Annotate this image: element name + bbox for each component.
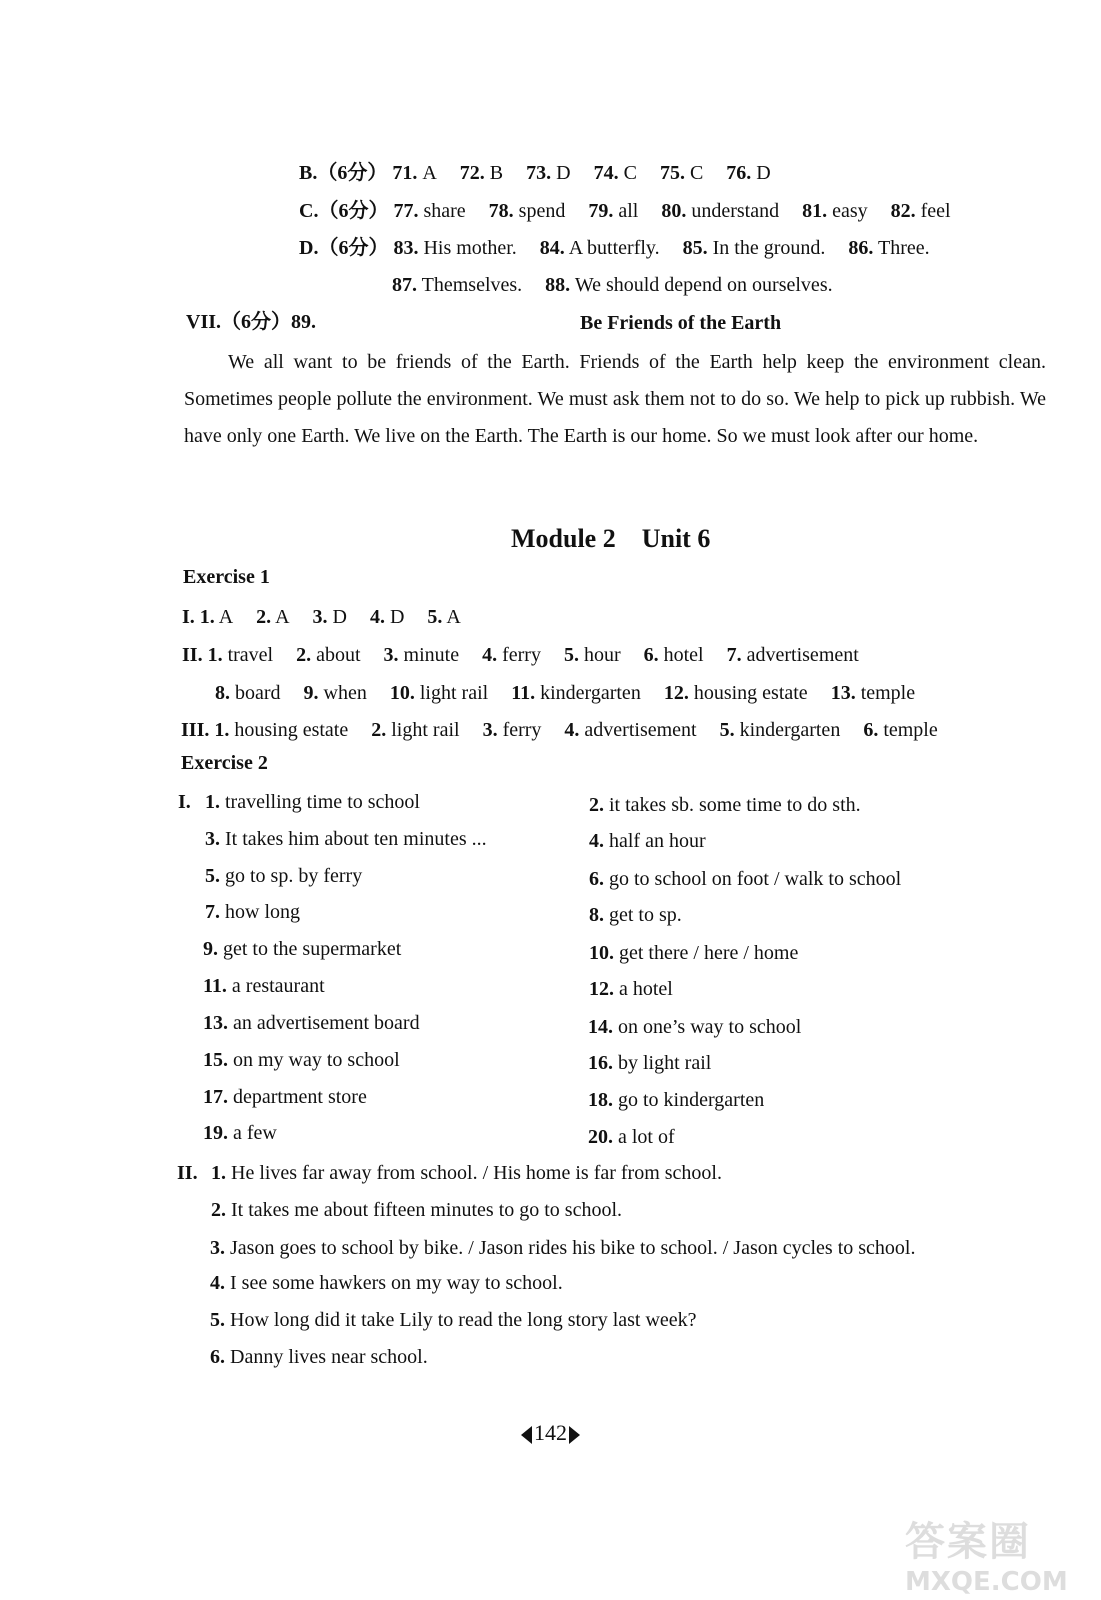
answer-item: 5. hour bbox=[563, 644, 621, 666]
list-item: 3. Jason goes to school by bike. / Jason rides his bike to school. / Jason cycles to school. bbox=[210, 1237, 916, 1259]
list-item: 6. Danny lives near school. bbox=[210, 1346, 428, 1368]
watermark-cn: 答案圈 bbox=[905, 1519, 1031, 1565]
page-number: 142 bbox=[0, 1420, 1101, 1446]
list-item: 19. a few bbox=[203, 1122, 277, 1144]
answer-item: 2. light rail bbox=[371, 719, 460, 741]
list-item: 3. It takes him about ten minutes ... bbox=[205, 828, 487, 850]
list-item: 15. on my way to school bbox=[203, 1049, 400, 1071]
answer-line-b bbox=[299, 161, 771, 185]
answer-item: 71. A bbox=[392, 162, 437, 184]
list-item: 17. department store bbox=[203, 1086, 367, 1108]
answer-item: 86. Three. bbox=[848, 237, 930, 259]
answer-item: 11. kindergarten bbox=[511, 682, 641, 704]
answer-item: 74. C bbox=[593, 162, 637, 184]
answer-item: 87. Themselves. bbox=[392, 274, 523, 296]
list-item: 2. It takes me about fifteen minutes to go to school. bbox=[211, 1199, 623, 1221]
answer-line-vii bbox=[186, 310, 316, 334]
list-item: 1. travelling time to school bbox=[205, 791, 420, 813]
answer-item: 82. feel bbox=[890, 200, 951, 222]
answer-item: 9. when bbox=[303, 682, 367, 704]
ex1-line-ii-2 bbox=[215, 681, 915, 705]
answer-line-d2 bbox=[392, 273, 833, 297]
answer-item: 4. ferry bbox=[482, 644, 541, 666]
exercise-title: Exercise 1 bbox=[183, 566, 270, 588]
list-item: 1. He lives far away from school. / His home is far from school. bbox=[211, 1162, 722, 1184]
list-item: 18. go to kindergarten bbox=[588, 1089, 765, 1111]
list-item: 4. half an hour bbox=[589, 830, 706, 852]
list-item: 16. by light rail bbox=[588, 1052, 712, 1074]
answer-item: 8. board bbox=[215, 682, 281, 704]
watermark-logo bbox=[905, 1510, 1075, 1597]
list-item: 7. how long bbox=[205, 901, 300, 923]
exercise-title: Exercise 2 bbox=[181, 752, 268, 774]
answer-item: 1. A bbox=[199, 606, 234, 628]
section-label: I. bbox=[182, 606, 195, 628]
answer-item: 2. about bbox=[296, 644, 361, 666]
list-item: 12. a hotel bbox=[589, 978, 673, 1000]
answer-item: 88. We should depend on ourselves. bbox=[545, 274, 833, 296]
answer-item: 2. A bbox=[256, 606, 290, 628]
ex1-line-i bbox=[182, 605, 461, 629]
ex1-line-ii bbox=[182, 643, 859, 667]
list-item: 4. I see some hawkers on my way to school. bbox=[210, 1272, 563, 1294]
answer-item: 5. kindergarten bbox=[719, 719, 841, 741]
essay-title: Be Friends of the Earth bbox=[580, 312, 782, 334]
answer-item: 81. easy bbox=[802, 200, 868, 222]
section-label: II. bbox=[177, 1162, 198, 1184]
section-label: II. bbox=[182, 644, 203, 666]
list-item: 11. a restaurant bbox=[203, 975, 325, 997]
answer-item: 1. housing estate bbox=[214, 719, 349, 741]
list-item: 10. get there / here / home bbox=[589, 942, 799, 964]
list-item: 2. it takes sb. some time to do sth. bbox=[589, 794, 861, 816]
list-item: 20. a lot of bbox=[588, 1126, 675, 1148]
essay-body: We all want to be friends of the Earth. Friends of the Earth help keep the environment clean. Sometimes people pollute the environment. We must ask them not to do so. We help to pick up rubbish. We have only one Earth. We live on the Earth. The Earth is our home. So we must look after our home. bbox=[184, 351, 1046, 447]
section-label: B.（6分） bbox=[299, 162, 388, 184]
answer-item: 72. B bbox=[459, 162, 504, 184]
answer-item: 80. understand bbox=[661, 200, 780, 222]
answer-item: 1. travel bbox=[207, 644, 274, 666]
list-item: 5. How long did it take Lily to read the long story last week? bbox=[210, 1309, 697, 1331]
answer-item: 73. D bbox=[526, 162, 571, 184]
list-item: 14. on one’s way to school bbox=[588, 1016, 802, 1038]
answer-item: 12. housing estate bbox=[663, 682, 808, 704]
answer-item: 85. In the ground. bbox=[682, 237, 826, 259]
answer-item: 84. A butterfly. bbox=[539, 237, 660, 259]
answer-item: 78. spend bbox=[488, 200, 566, 222]
answer-item: 83. His mother. bbox=[393, 237, 517, 259]
answer-item: 3. ferry bbox=[482, 719, 542, 741]
answer-item: 77. share bbox=[393, 200, 466, 222]
module-title: Module 2 Unit 6 bbox=[511, 524, 711, 553]
section-label: C.（6分） bbox=[299, 200, 389, 222]
list-item: 13. an advertisement board bbox=[203, 1012, 420, 1034]
answer-item: 7. advertisement bbox=[726, 644, 859, 666]
arrow-left-icon bbox=[521, 1426, 532, 1444]
answer-item: 6. temple bbox=[863, 719, 938, 741]
answer-item: 76. D bbox=[726, 162, 771, 184]
answer-line-c bbox=[299, 199, 951, 223]
answer-item: 13. temple bbox=[830, 682, 916, 704]
answer-item: 75. C bbox=[659, 162, 704, 184]
list-item: 5. go to sp. by ferry bbox=[205, 865, 363, 887]
arrow-right-icon bbox=[569, 1426, 580, 1444]
list-item: 9. get to the supermarket bbox=[203, 938, 402, 960]
section-label: I. bbox=[178, 791, 191, 813]
answer-item: 79. all bbox=[588, 200, 639, 222]
watermark-en: MXQE.COM bbox=[905, 1567, 1068, 1597]
section-label: VII.（6分）89. bbox=[186, 311, 317, 333]
answer-item: 4. advertisement bbox=[564, 719, 697, 741]
list-item: 8. get to sp. bbox=[589, 904, 682, 926]
answer-item: 3. minute bbox=[383, 644, 460, 666]
answer-item: 3. D bbox=[312, 606, 347, 628]
answer-item: 10. light rail bbox=[389, 682, 489, 704]
answer-item: 5. A bbox=[427, 606, 461, 628]
answer-item: 6. hotel bbox=[643, 644, 704, 666]
answer-line-d bbox=[299, 236, 930, 260]
answer-item: 4. D bbox=[369, 606, 405, 628]
section-label: III. bbox=[181, 719, 210, 741]
ex1-line-iii bbox=[181, 718, 938, 742]
list-item: 6. go to school on foot / walk to school bbox=[589, 868, 902, 890]
section-label: D.（6分） bbox=[299, 237, 389, 259]
